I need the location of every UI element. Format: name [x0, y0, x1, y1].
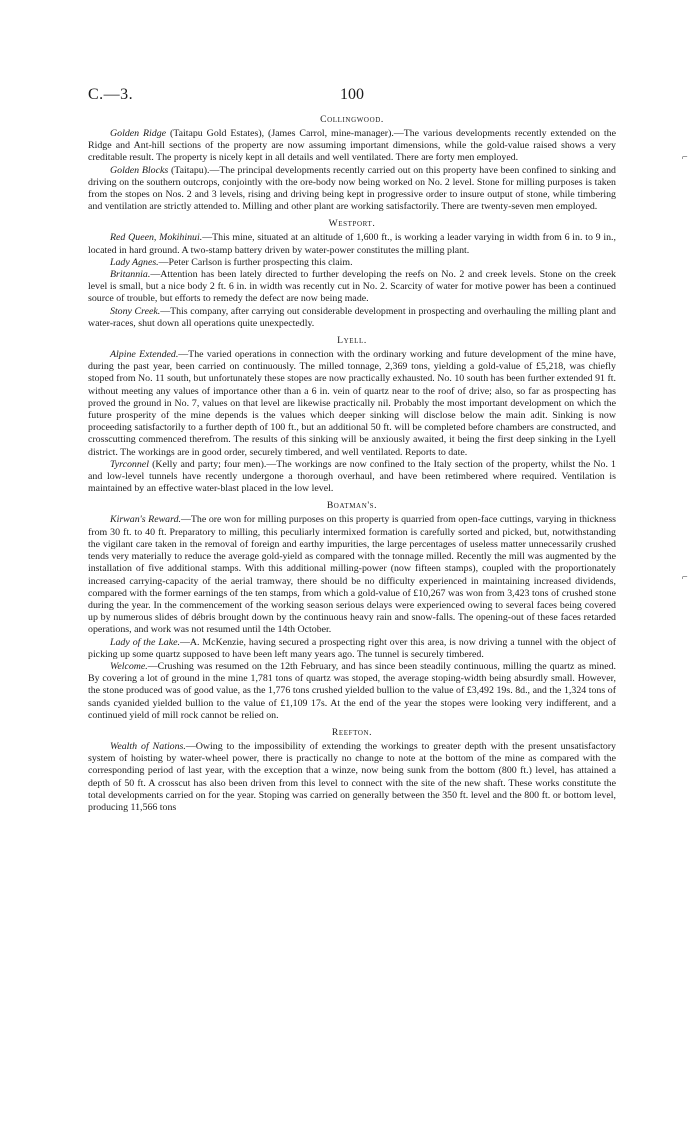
section-heading-collingwood: Collingwood.	[320, 114, 384, 125]
document-reference: C.—3.	[88, 86, 134, 103]
margin-mark: ⌐	[682, 572, 688, 583]
paragraph-text: —The varied operations in connection with the ordinary working and future development of the mine have, during the past year, been carried on continuously. The milled tonnage, 2,369 tons, yielding a gold-value of £5,218, was chiefly stoped from No. 11 south, but unfortunately these stopes are now practically exhausted. No. 10 south has been further extended 91 ft. without meeting any values of importance other than a 6 in. vein of quartz near to the roof of drive; also, so far as prospecting has proved the ground in No. 7, values on that level are likewise practically nil. Probably the most important development on which the future prosperity of the mine depends is the values which deeper sinking will disclose below the main adit. Sinking is now proceeding satisfactorily to a further depth of 100 ft., but an additional 50 ft. will be completed before chambers are constructed, and crosscutting commenced therefrom. The results of this sinking will be anxiously awaited, it being the first deep sinking in the Lyell district. The workings are in good order, securely timbered, and well ventilated. Reports to date.	[88, 349, 616, 458]
paragraph	[88, 269, 616, 306]
section-heading-reefton: Reefton.	[331, 726, 373, 738]
paragraph	[88, 349, 616, 459]
mine-name: Lady Agnes.	[110, 256, 159, 268]
paragraph-text: —The ore won for milling purposes on this property is quarried from open-face cuttings, varying in thickness from 30 ft. to 40 ft. Preparatory to milling, this peculiarly intermixed formation is carefully sorted and picked, but, notwithstanding the vigilant care taken in the removal of foreign and earthy impurities, the large percentages of useless matter unnecessarily crushed tends very materially to reduce the average gold-yield as compared with the tonnage milled. Recently the mill was augmented by the installation of five additional stamps. With this additional milling-power (now fifteen stamps), coupled with the proportionately increased carrying-capacity of the aerial tramway, there should be no difficulty experienced in maintaining increased dividends, compared with the former earnings of the ten stamps, from which a gold-value of £10,267 was won from 3,423 tons of crushed stone during the year. In the commencement of the working season serious delays were experienced owing to several faces being covered up by numerous slides of débris brought down by the continuous heavy rain and snow-falls. The opening-out of these faces retarded operations, and work was not resumed until the 14th October.	[88, 514, 617, 636]
paragraph-text: (Kelly and party; four men).—The workings are now confined to the Italy section of the property, whilst the No. 1 and low-level tunnels have recently undergone a thorough overhaul, and have been retimbered where required. Ventilation is maintained by an effective water-blast placed in the low level.	[88, 458, 616, 495]
paragraph-text: (Taitapu).—The principal developments recently carried out on this property have been confined to sinking and driving on the southern outcrops, conjointly with the ore-body now being worked on No. 2 level. Stone for milling purposes is taken from the stopes on Nos. 2 and 3 levels, rising and driving being kept in progressive order to insure output of stone, while timbering and ventilation are strictly attended to. Milling and other plant are working satisfactorily. There are twenty-seven men employed.	[88, 164, 616, 213]
paragraph-text: —Owing to the impossibility of extending the workings to greater depth with the present unsatisfactory system of hoisting by water-wheel power, there is practically no change to note at the bottom of the mine as compared with the corresponding period of last year, with the exception that a winze, now being sunk from the bottom (800 ft.) level, has attained a depth of 50 ft. A crosscut has also been driven from this level to connect with the site of the new shaft. These works constitute the total developments carried on for the year. Stoping was carried on generally between the 350 ft. level and the 800 ft. or bottom level, producing 11,566 tons	[88, 740, 616, 813]
paragraph	[88, 459, 616, 496]
paragraph-text: —Attention has been lately directed to further developing the reefs on No. 2 and creek levels. Stone on the creek level is small, but a nice body 2 ft. 6 in. in width was recently cut in No. 2. Scarcity of water for motive power has been a continued source of trouble, but efforts to remedy the defect are now being made.	[88, 269, 616, 305]
mine-name: Alpine Extended.	[110, 349, 179, 361]
section-heading-lyell: Lyell.	[337, 335, 367, 347]
mine-name: Red Queen, Mokihinui.	[110, 232, 203, 244]
mine-name: Lady of the Lake.	[110, 636, 180, 648]
paragraph-text: —Crushing was resumed on the 12th February, and has since been steadily continuous, milling the quartz as mined. By covering a lot of ground in the mine 1,781 tons of quartz was stoped, the average stoping-width being absurdly small. However, the stone produced was of good value, as the 1,776 tons crushed yielded bullion to the value of £3,492 19s. 8d., and the 1,324 tons of sands cyanided yielded bullion to the value of £1,109 17s. At the end of the year the stopes were looking very indifferent, and a continued yield of mill rock cannot be relied on.	[88, 660, 616, 721]
section-heading-boatmans: Boatman's.	[326, 500, 378, 512]
mine-name: Britannia.	[110, 269, 151, 281]
paragraph	[88, 306, 616, 330]
mine-name: Welcome.	[110, 660, 148, 672]
mine-name: Stony Creek.	[110, 305, 161, 317]
mine-name: Golden Blocks	[110, 164, 169, 176]
document-page	[88, 86, 616, 814]
paragraph	[88, 128, 616, 165]
paragraph-text: —This company, after carrying out considerable development in prospecting and overhauling the milling plant and water-races, shut down all operations quite unexpectedly.	[88, 305, 616, 329]
paragraph	[88, 257, 616, 269]
paragraph-text: —This mine, situated at an altitude of 1,600 ft., is working a leader varying in width from 6 in. to 9 in., located in hard ground. A two-stamp battery driven by water-power constitutes the milling plant.	[88, 232, 616, 256]
page-number: 100	[340, 86, 364, 103]
mine-name: Tyrconnel	[110, 458, 149, 470]
page-header	[88, 86, 616, 106]
paragraph	[88, 637, 616, 661]
paragraph-text: (Taitapu Gold Estates), (James Carrol, mine-manager).—The various developments recently extended on the Ridge and Ant-hill sections of the property are now assuming important dimensions, while the gold-value raised shows a very creditable result. The property is nicely kept in all details and well ventilated. There are forty men employed.	[88, 128, 616, 164]
mine-name: Wealth of Nations.	[110, 740, 186, 752]
paragraph	[88, 232, 616, 256]
mine-name: Golden Ridge	[110, 128, 167, 139]
paragraph-text: —Peter Carlson is further prospecting this claim.	[158, 256, 353, 268]
section-heading-westport: Westport.	[328, 218, 376, 230]
paragraph	[88, 661, 616, 722]
paragraph	[88, 165, 616, 214]
margin-mark: ⌐	[682, 152, 688, 163]
paragraph-text: —A. McKenzie, having secured a prospecting right over this area, is now driving a tunnel with the object of picking up some quartz supposed to have been left many years ago. The tunnel is securely timbered.	[88, 636, 616, 660]
paragraph	[88, 741, 616, 814]
paragraph	[88, 514, 616, 636]
mine-name: Kirwan's Reward.	[110, 514, 182, 526]
